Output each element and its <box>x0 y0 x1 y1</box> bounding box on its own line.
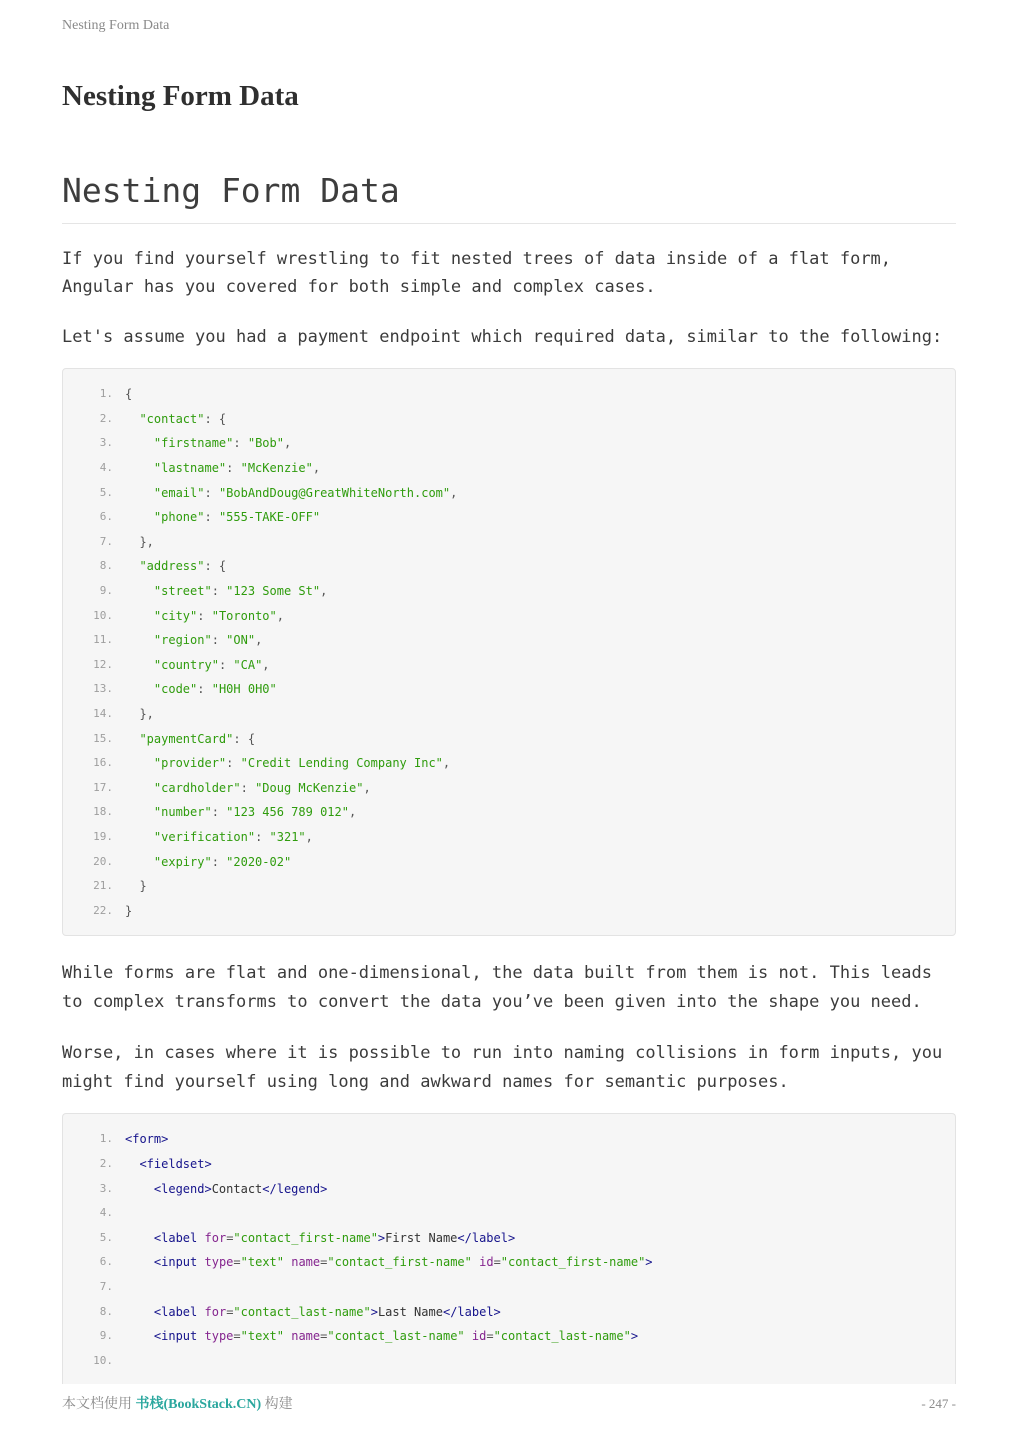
line-number: 7. <box>99 1279 113 1293</box>
line-number: 7. <box>99 534 113 548</box>
line-number: 19. <box>93 829 113 843</box>
paragraph-while-forms: While forms are flat and one-dimensional, the data built from them is not. This leads to complex transforms to convert the data you’ve been given into the shape you need. <box>62 963 932 1012</box>
code-line <box>77 456 941 481</box>
code-line <box>77 431 941 456</box>
code-line <box>77 702 941 727</box>
code-line <box>77 727 941 752</box>
line-number: 10. <box>93 1353 113 1367</box>
code-line <box>77 1177 941 1202</box>
code-text: <input type="text" name="contact_last-name" id="contact_last-name"> <box>153 1329 639 1344</box>
code-text: <input type="text" name="contact_first-name" id="contact_first-name"> <box>153 1255 653 1270</box>
code-text: "firstname": "Bob", <box>153 436 292 451</box>
code-block-html-form <box>62 1113 956 1384</box>
code-text: "email": "BobAndDoug@GreatWhiteNorth.com", <box>153 485 458 500</box>
code-line <box>77 1250 941 1275</box>
line-number: 20. <box>93 854 113 868</box>
code-line <box>77 1201 941 1226</box>
line-number: 5. <box>99 485 113 499</box>
code-text: "address": { <box>139 559 227 574</box>
footer-attribution <box>62 1393 293 1413</box>
code-text: "lastname": "McKenzie", <box>153 461 321 476</box>
line-number: 2. <box>99 411 113 425</box>
code-text: "region": "ON", <box>153 633 263 648</box>
line-number: 18. <box>93 805 113 819</box>
page-number: - 247 - <box>921 1396 956 1411</box>
line-number: 13. <box>93 682 113 696</box>
code-line <box>77 1127 941 1152</box>
code-text: "country": "CA", <box>153 657 270 672</box>
code-line <box>77 530 941 555</box>
footer-suffix: 构建 <box>264 1397 293 1412</box>
line-number: 3. <box>99 436 113 450</box>
code-text: { <box>125 387 133 402</box>
paragraph-intro: If you find yourself wrestling to fit nested trees of data inside of a flat form, Angular has you covered for both simple and complex cases. <box>62 248 892 298</box>
code-line <box>77 850 941 875</box>
code-text: "code": "H0H 0H0" <box>153 682 277 697</box>
code-text: "phone": "555-TAKE-OFF" <box>153 510 321 525</box>
line-number: 14. <box>93 707 113 721</box>
line-number: 1. <box>99 387 113 401</box>
line-number: 11. <box>93 633 113 647</box>
code-text: <legend>Contact</legend> <box>153 1181 328 1196</box>
code-line <box>77 407 941 432</box>
paragraph-worse: Worse, in cases where it is possible to run into naming collisions in form inputs, you might find yourself using long and awkward names for semantic purposes. <box>62 1043 943 1092</box>
line-number: 8. <box>99 559 113 573</box>
code-block-json <box>62 368 956 936</box>
code-text: } <box>125 879 147 894</box>
code-line <box>77 825 941 850</box>
line-number: 6. <box>99 510 113 524</box>
code-text: "provider": "Credit Lending Company Inc", <box>153 756 451 771</box>
code-text: "street": "123 Some St", <box>153 584 328 599</box>
line-number: 15. <box>93 731 113 745</box>
code-text: "cardholder": "Doug McKenzie", <box>153 780 371 795</box>
code-line <box>77 481 941 506</box>
line-number: 9. <box>99 1329 113 1343</box>
line-number: 5. <box>99 1230 113 1244</box>
line-number: 2. <box>99 1156 113 1170</box>
code-line <box>77 1152 941 1177</box>
code-line <box>77 1226 941 1251</box>
code-line <box>77 554 941 579</box>
code-line <box>77 653 941 678</box>
page-title: Nesting Form Data <box>62 79 299 112</box>
code-text: } <box>125 903 133 918</box>
code-text: <label for="contact_last-name">Last Name</label> <box>153 1304 501 1319</box>
code-text: "expiry": "2020-02" <box>153 854 292 869</box>
code-text: "contact": { <box>139 411 227 426</box>
code-line <box>77 628 941 653</box>
page-footer <box>62 1393 956 1413</box>
code-text: }, <box>125 534 154 549</box>
code-text: "city": "Toronto", <box>153 608 284 623</box>
line-number: 4. <box>99 1206 113 1220</box>
line-number: 9. <box>99 584 113 598</box>
line-number: 10. <box>93 608 113 622</box>
code-line <box>77 579 941 604</box>
code-line <box>77 1349 941 1374</box>
line-number: 1. <box>99 1132 113 1146</box>
paragraph-assume: Let's assume you had a payment endpoint which required data, similar to the following: <box>62 326 943 347</box>
code-line <box>77 776 941 801</box>
code-text: <form> <box>125 1132 169 1147</box>
code-line <box>77 874 941 899</box>
section-title: Nesting Form Data <box>62 172 956 224</box>
bookstack-link[interactable]: 书栈(BookStack.CN) <box>135 1397 262 1412</box>
code-text: <label for="contact_first-name">First Name</label> <box>153 1230 516 1245</box>
footer-prefix: 本文档使用 <box>62 1397 132 1412</box>
code-line <box>77 677 941 702</box>
code-line <box>77 1275 941 1300</box>
code-line <box>77 505 941 530</box>
code-line <box>77 1300 941 1325</box>
code-line <box>77 604 941 629</box>
code-text: }, <box>125 707 154 722</box>
code-line <box>77 899 941 924</box>
line-number: 12. <box>93 657 113 671</box>
line-number: 22. <box>93 903 113 917</box>
line-number: 8. <box>99 1304 113 1318</box>
code-text: "paymentCard": { <box>139 731 256 746</box>
code-text: <fieldset> <box>139 1156 212 1171</box>
line-number: 4. <box>99 461 113 475</box>
line-number: 16. <box>93 756 113 770</box>
line-number: 6. <box>99 1255 113 1269</box>
code-line <box>77 751 941 776</box>
line-number: 17. <box>93 780 113 794</box>
line-number: 3. <box>99 1181 113 1195</box>
code-text: "number": "123 456 789 012", <box>153 805 357 820</box>
running-header: Nesting Form Data <box>62 18 170 33</box>
code-text: "verification": "321", <box>153 829 313 844</box>
code-line <box>77 382 941 407</box>
code-line <box>77 800 941 825</box>
line-number: 21. <box>93 879 113 893</box>
code-line <box>77 1324 941 1349</box>
